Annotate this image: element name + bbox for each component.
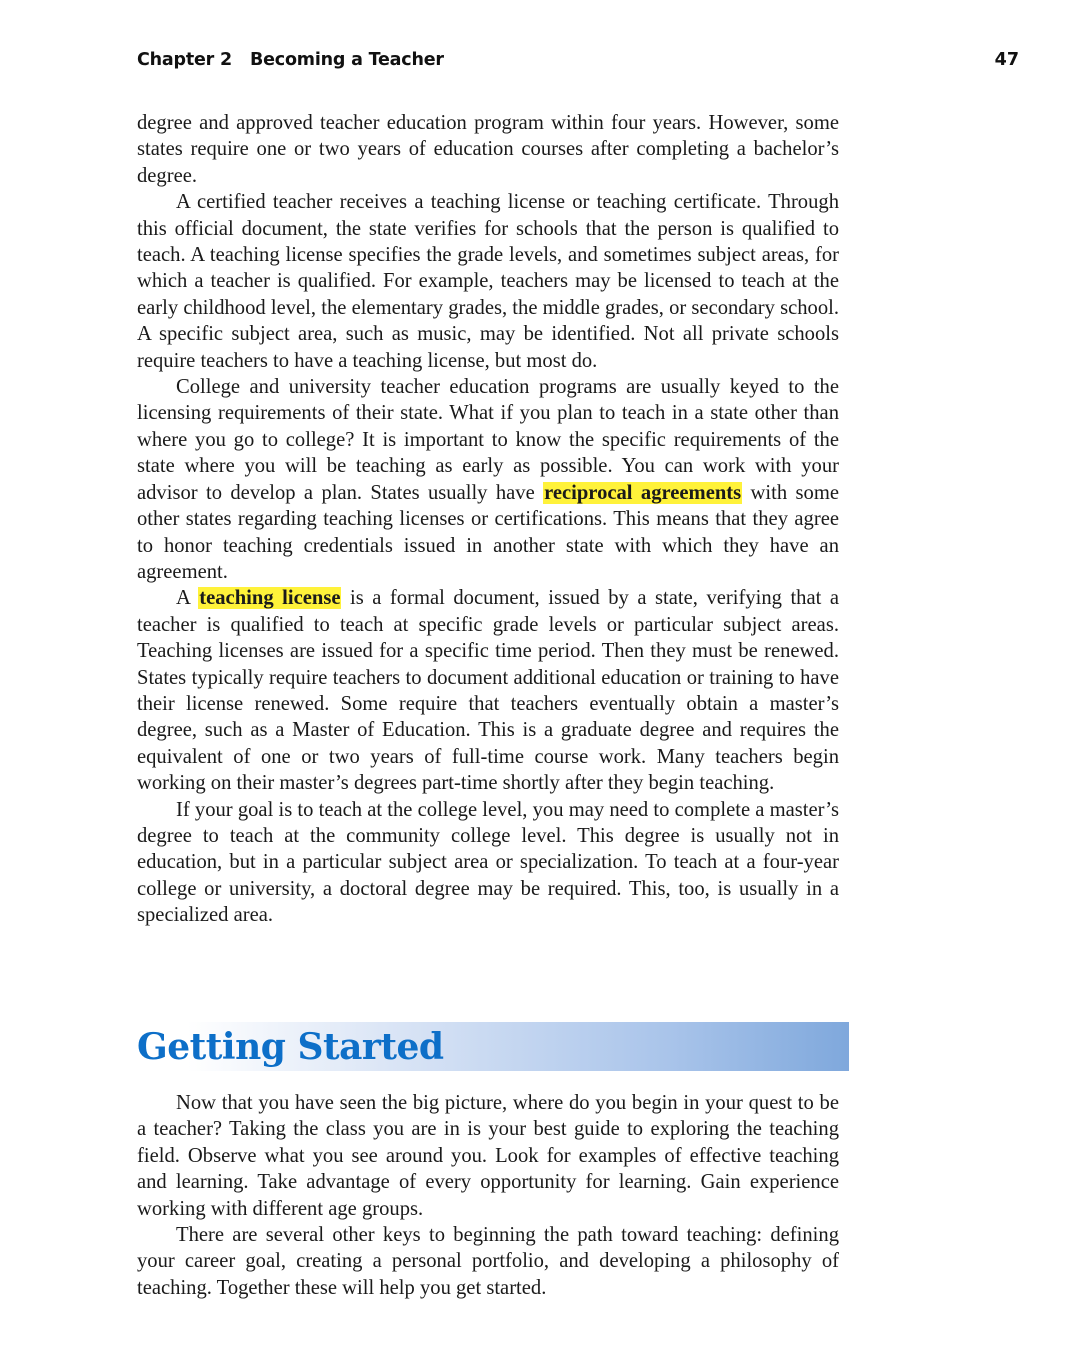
- page-number: 47: [994, 50, 1019, 70]
- chapter-name: Becoming a Teacher: [249, 50, 444, 70]
- paragraph: Now that you have seen the big picture, where do you begin in your quest to be a teacher? Taking the class you are in is your best guide to exploring the teaching field. Observe what you see around you. Look for examples of effective teaching and learning. Take advantage of every opportunity for learning. Gain experience working with different age groups.: [137, 1092, 839, 1220]
- paragraph: [137, 585, 839, 796]
- paragraph-text: with some other states regarding teaching licenses or certifications. This means that they agree to honor teaching credentials issued in another state with which they have an agreement.: [137, 481, 839, 583]
- chapter-label: Chapter 2: [137, 50, 232, 70]
- section-body-text: [137, 1090, 839, 1301]
- paragraph: If your goal is to teach at the college level, you may need to complete a master’s degree to teach at the community college level. This degree is usually not in education, but in a particular subject area or specialization. To teach at a four-year college or university, a doctoral degree may be required. This, too, is usually in a specialized area.: [137, 798, 839, 927]
- paragraph-text: is a formal document, issued by a state, verifying that a teacher is qualified to teach at specific grade levels or particular subject areas. Teaching licenses are issued for a specific time period. Then they must be renewed. States typically require teachers to document additional education or training to have their license renewed. Some require that teachers eventually obtain a master’s degree, such as a Master of Education. This is a graduate degree and requires the equivalent of one or two years of full-time course work. Many teachers begin working on their master’s degrees part-time shortly after they begin teaching.: [137, 587, 839, 795]
- body-text: [137, 110, 839, 929]
- paragraph: There are several other keys to beginning the path toward teaching: defining your career goal, creating a personal portfolio, and developing a philosophy of teaching. Together these will help you get started.: [137, 1224, 839, 1299]
- chapter-title: [137, 50, 444, 70]
- paragraph: [137, 374, 839, 585]
- paragraph-text: A: [176, 587, 199, 610]
- section-heading: Getting Started: [137, 1026, 444, 1068]
- paragraph-text: College and university teacher education programs are usually keyed to the licensing requirements of their state. What if you plan to teach in a state other than where you go to college? It is important to know the specific requirements of the state where you will be teaching as early as possible. You can work with your advisor to develop a plan. States usually have: [137, 376, 839, 504]
- key-term-highlight: teaching license: [199, 587, 341, 610]
- paragraph: degree and approved teacher education program within four years. However, some states require one or two years of education courses after completing a bachelor’s degree.: [137, 112, 839, 187]
- section-heading-band: [130, 1022, 849, 1071]
- key-term-highlight: reciprocal agreements: [544, 481, 742, 504]
- paragraph: A certified teacher receives a teaching license or teaching certificate. Through this official document, the state verifies for schools that the person is qualified to teach. A teaching license specifies the grade levels, and sometimes subject areas, for which a teacher is qualified. For example, teachers may be licensed to teach at the early childhood level, the elementary grades, the middle grades, or secondary school. A specific subject area, such as music, may be identified. Not all private schools require teachers to have a teaching license, but most do.: [137, 191, 839, 372]
- running-header: [137, 50, 1019, 76]
